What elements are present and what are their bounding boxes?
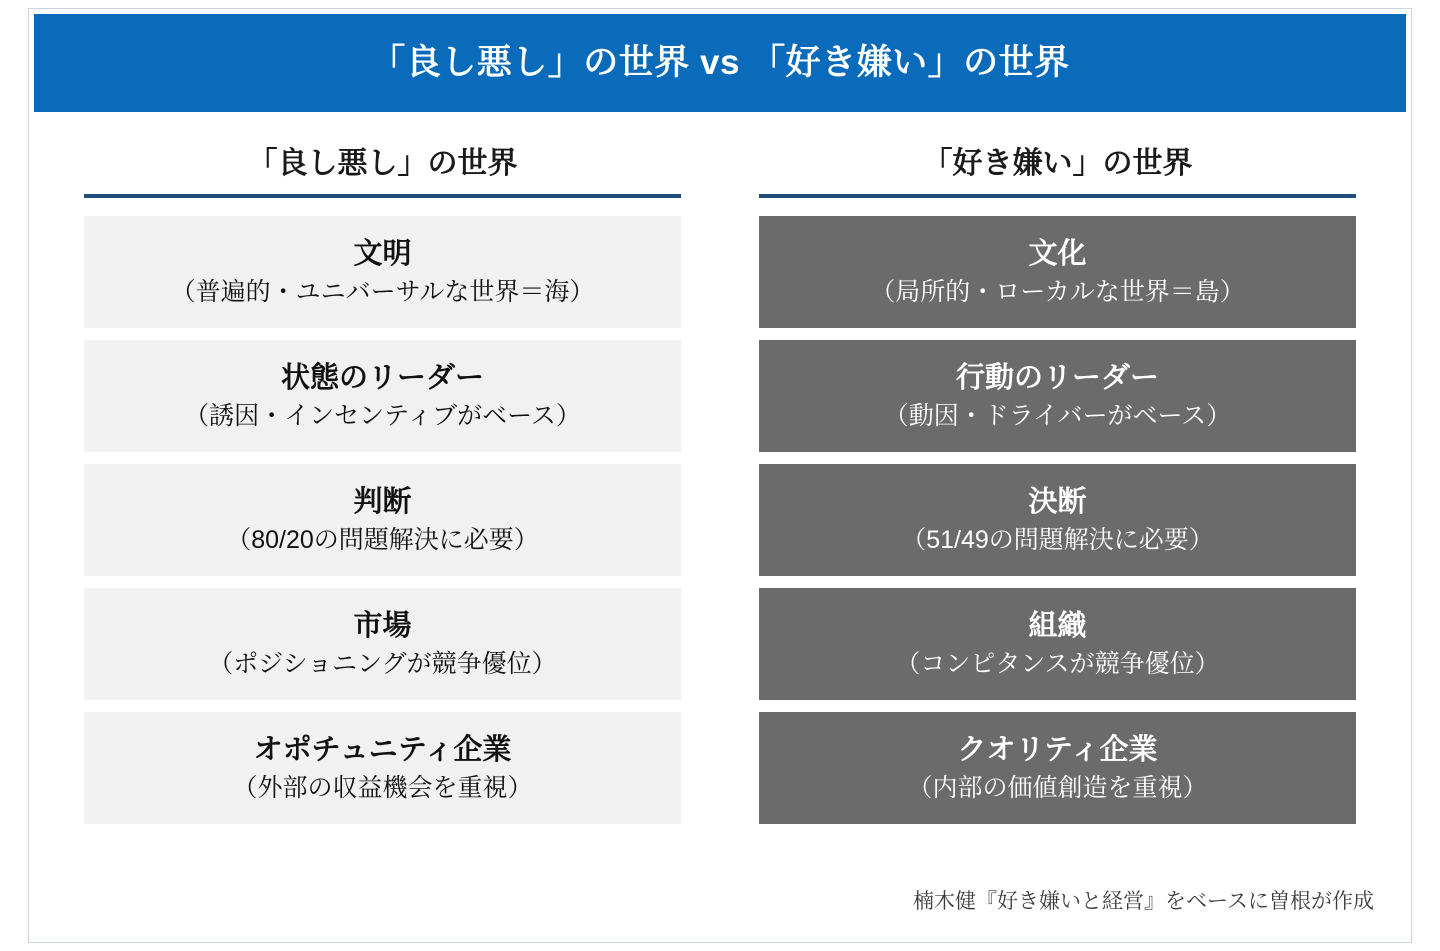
card-subtitle: （外部の収益機会を重視）	[232, 773, 533, 802]
list-item	[759, 216, 1356, 328]
card-subtitle: （内部の価値創造を重視）	[907, 773, 1208, 802]
list-item	[84, 588, 681, 700]
card-subtitle: （ポジショニングが競争優位）	[208, 649, 557, 678]
list-item	[84, 712, 681, 824]
column-left-heading: 「良し悪し」の世界	[247, 147, 518, 180]
card-subtitle: （普遍的・ユニバーサルな世界＝海）	[170, 277, 595, 306]
card-title: 組織	[1028, 609, 1087, 642]
column-right-underline	[759, 194, 1356, 198]
comparison-columns	[28, 138, 1412, 836]
card-title: 行動のリーダー	[955, 361, 1159, 394]
card-subtitle: （コンピタンスが競争優位）	[895, 649, 1220, 678]
card-subtitle: （局所的・ローカルな世界＝島）	[870, 277, 1245, 306]
card-title: 決断	[1028, 485, 1087, 518]
column-right	[759, 138, 1356, 836]
column-right-heading: 「好き嫌い」の世界	[922, 147, 1193, 180]
card-subtitle: （動因・ドライバーがベース）	[883, 401, 1232, 430]
card-title: 文明	[353, 237, 412, 270]
column-left	[84, 138, 681, 836]
list-item	[84, 340, 681, 452]
card-title: 文化	[1028, 237, 1087, 270]
card-subtitle: （51/49の問題解決に必要）	[901, 525, 1214, 554]
source-note: 楠木健『好き嫌いと経営』をベースに曽根が作成	[913, 890, 1374, 913]
card-subtitle: （80/20の問題解決に必要）	[226, 525, 539, 554]
page-title: 「良し悪し」の世界 vs 「好き嫌い」の世界	[370, 43, 1070, 82]
card-title: 状態のリーダー	[280, 361, 484, 394]
list-item	[759, 340, 1356, 452]
card-title: オポチュニティ企業	[253, 733, 512, 766]
list-item	[84, 216, 681, 328]
column-left-underline	[84, 194, 681, 198]
list-item	[759, 588, 1356, 700]
card-subtitle: （誘因・インセンティブがベース）	[184, 401, 581, 430]
slide-title-bar	[34, 14, 1406, 112]
list-item	[759, 464, 1356, 576]
list-item	[84, 464, 681, 576]
card-title: クオリティ企業	[957, 733, 1158, 766]
card-title: 判断	[353, 485, 412, 518]
list-item	[759, 712, 1356, 824]
card-title: 市場	[353, 609, 412, 642]
